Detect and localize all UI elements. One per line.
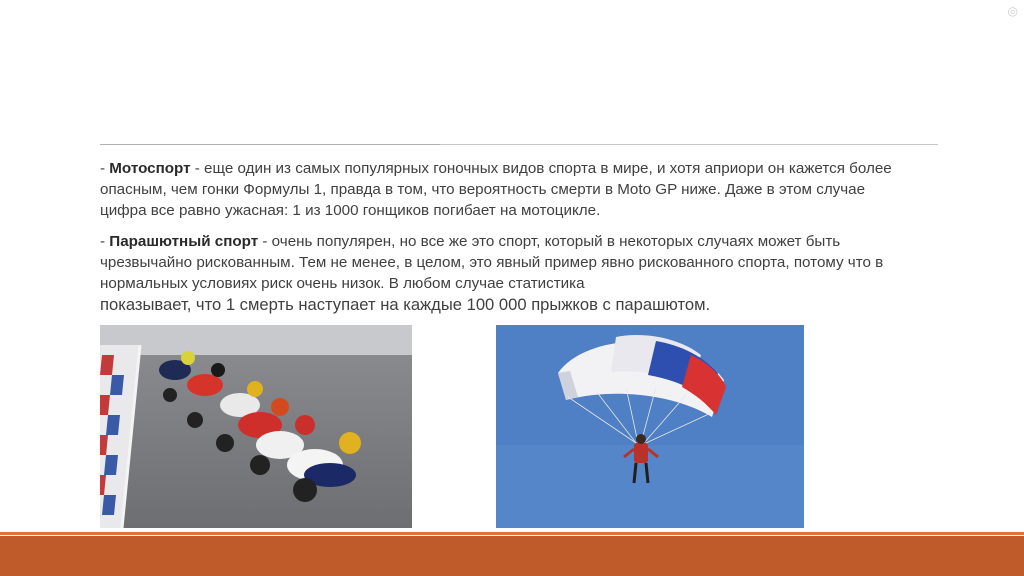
motorcycle-racing-illustration [100,325,412,528]
paragraph-parachuting [100,231,910,316]
term-motorsport: Мотоспорт [109,160,191,177]
parachute-photo [496,325,804,528]
footer-accent-line [0,532,1024,535]
bullet-dash: - [100,233,110,250]
bullet-dash: - [100,160,110,177]
motorcycle-racing-photo [100,325,412,528]
corner-ring-icon: ◎ [1007,4,1018,18]
slide-body [100,158,910,326]
paragraph-motorsport-text: - еще один из самых популярных гоночных видов спорта в мире, и хотя априори он кажется более опасным, чем гонки Формулы 1, правда в том, что вероятность смерти в Moto GP ниже. Даже в этом случае цифра все равно ужасная: 1 из 1000 гонщиков погибает на мотоцикле. [100,160,892,219]
footer-bar [0,536,1024,576]
term-parachuting: Парашютный спорт [109,233,259,250]
title-divider-accent [100,144,440,145]
paragraph-parachuting-text: - очень популярен, но все же это спорт, который в некоторых случаях может быть чрезвычайно рискованным. Тем не менее, в целом, это явный пример явно рискованного спорта, потому что в нормальных условиях риск очень низок. В любом случае статистика [100,233,884,292]
paragraph-motorsport [100,158,910,221]
paragraph-parachuting-last-line: показывает, что 1 смерть наступает на каждые 100 000 прыжков с парашютом. [100,295,711,314]
parachute-illustration [496,325,804,528]
